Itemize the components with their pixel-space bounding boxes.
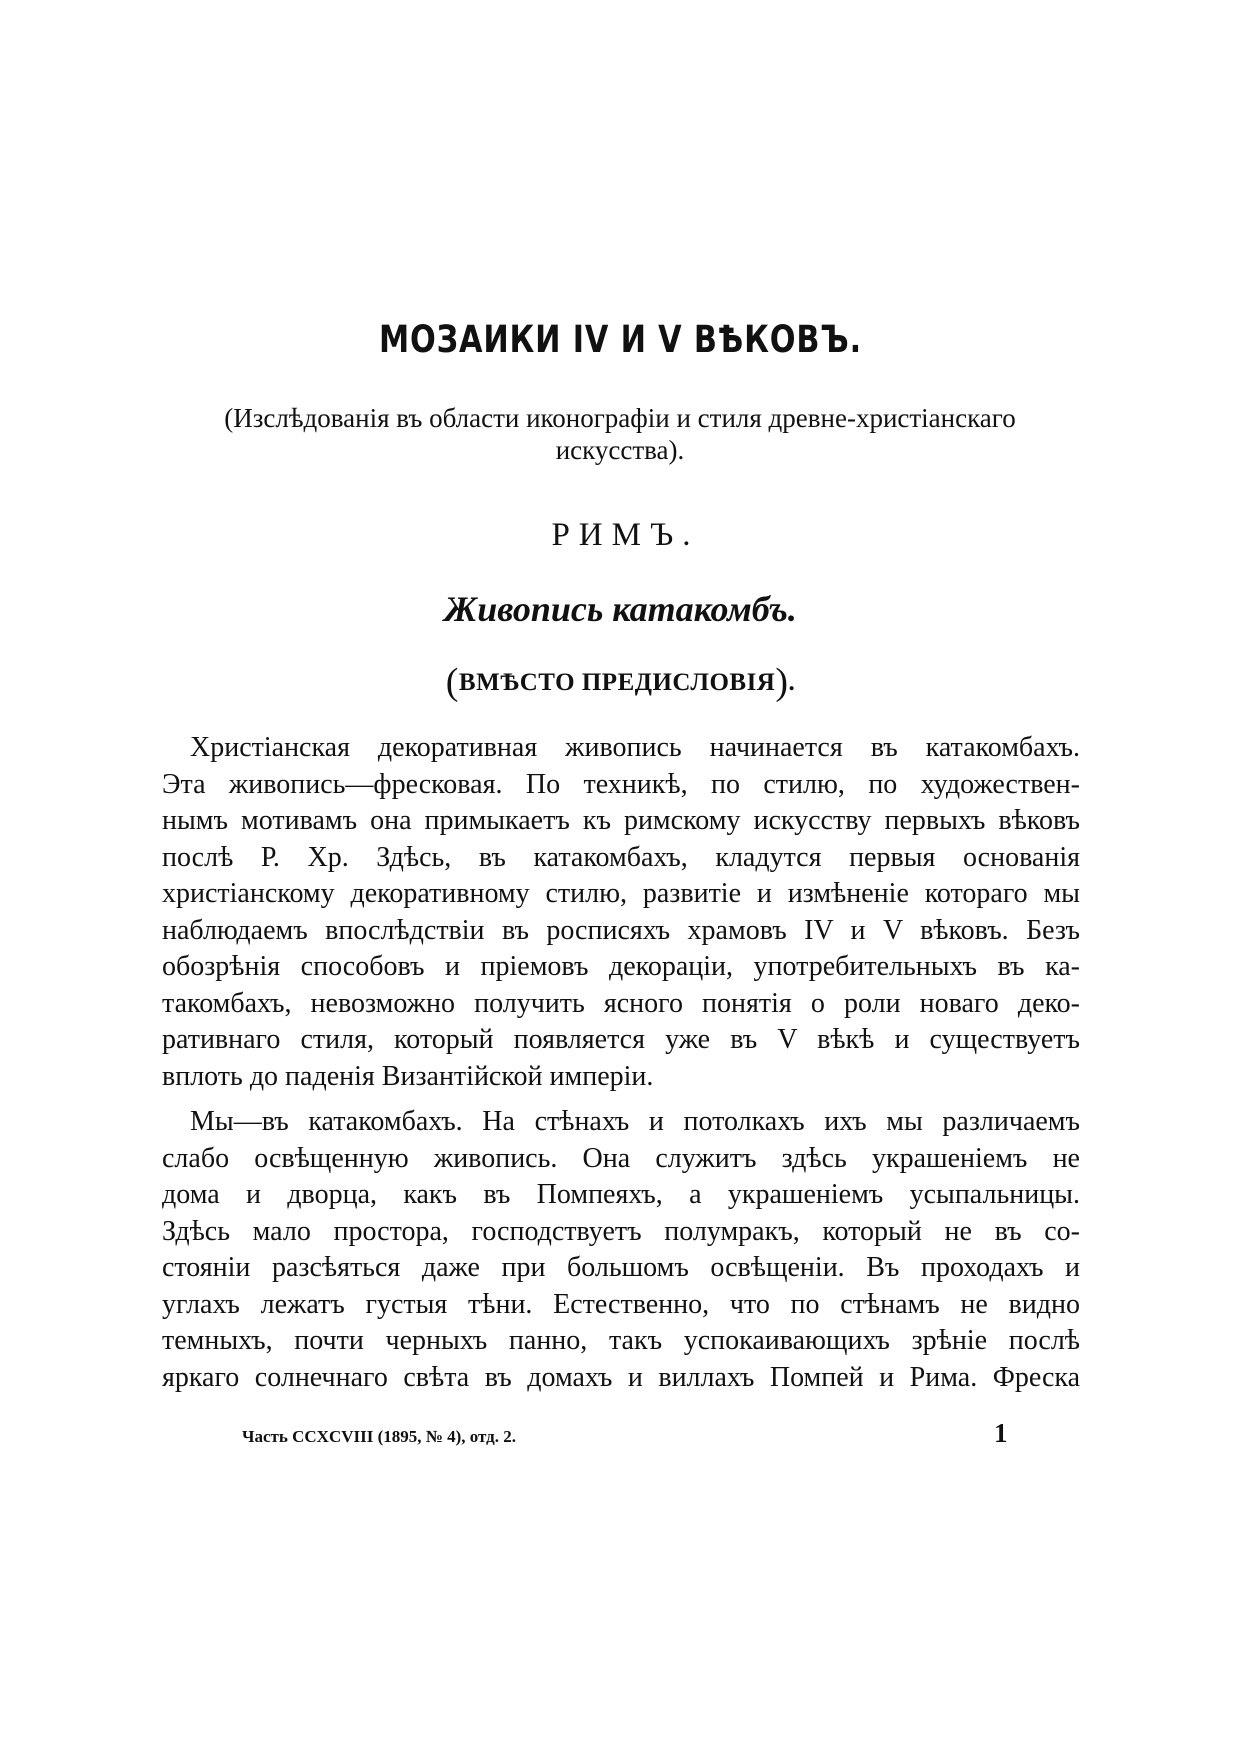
page-title: МОЗАИКИ IV И V ВѢКОВЪ. <box>379 318 862 361</box>
text-line: обозрѣнія способовъ и пріемовъ декораціи, употребительныхъ въ ка- <box>162 951 1080 982</box>
text-line: вплоть до паденія Византійской имперіи. <box>162 1060 654 1092</box>
text-line: слабо освѣщенную живопись. Она служитъ здѣсь украшеніемъ не <box>162 1142 1080 1174</box>
text-line: темныхъ, почти черныхъ панно, такъ успокаивающихъ зрѣніе послѣ <box>162 1325 1080 1356</box>
text-line: послѣ Р. Хр. Здѣсь, въ катакомбахъ, кладутся первыя основанія <box>162 841 1080 873</box>
body-text <box>162 730 1080 1396</box>
section-heading: РИМЪ. <box>551 517 700 553</box>
text-line: стояніи разсѣяться даже при большомъ освѣщеніи. Въ проходахъ и <box>162 1252 1080 1283</box>
footer-source: Часть CCXCVIII (1895, № 4), отд. 2. <box>242 1427 517 1446</box>
text-line: Эта живопись—фресковая. По техникѣ, по стилю, по художествен- <box>162 768 1080 800</box>
text-line: яркаго солнечнаго свѣта въ домахъ и виллахъ Помпей и Рима. Фреска <box>162 1361 1080 1393</box>
paragraph-1 <box>162 730 1080 1095</box>
page-subtitle: (Изслѣдованія въ области иконографіи и стиля древне-христіанскаго искусства). <box>224 403 1016 465</box>
preface-note: (ВМѢСТО ПРЕДИСЛОВІЯ). <box>445 661 796 703</box>
text-line: христіанскому декоративному стилю, развитіе и измѣненіе котораго мы <box>162 878 1080 909</box>
text-line: ративнаго стиля, который появляется уже въ V вѣкѣ и существуетъ <box>162 1024 1080 1055</box>
text-line: Мы—въ катакомбахъ. На стѣнахъ и потолкахъ ихъ мы различаемъ <box>190 1106 1080 1137</box>
subsection-heading: Живопись катакомбъ. <box>444 589 797 629</box>
text-line: наблюдаемъ впослѣдствіи въ росписяхъ храмовъ IV и V вѣковъ. Безъ <box>162 914 1080 946</box>
page-number: 1 <box>994 1418 1008 1448</box>
text-line: Христіанская декоративная живопись начинается въ катакомбахъ. <box>190 732 1080 763</box>
text-line: Здѣсь мало простора, господствуетъ полумракъ, который не въ со- <box>162 1215 1080 1247</box>
paragraph-2 <box>162 1104 1080 1396</box>
preface-note-text: ВМѢСТО ПРЕДИСЛОВІЯ <box>458 669 776 696</box>
text-line: углахъ лежатъ густыя тѣни. Естественно, что по стѣнамъ не видно <box>162 1288 1080 1320</box>
text-line: нымъ мотивамъ она примыкаетъ къ римскому искусству первыхъ вѣковъ <box>162 805 1080 836</box>
text-line: дома и дворца, какъ въ Помпеяхъ, а украшеніемъ усыпальницы. <box>162 1179 1080 1210</box>
text-line: такомбахъ, невозможно получить ясного понятія о роли новаго деко- <box>162 987 1080 1019</box>
